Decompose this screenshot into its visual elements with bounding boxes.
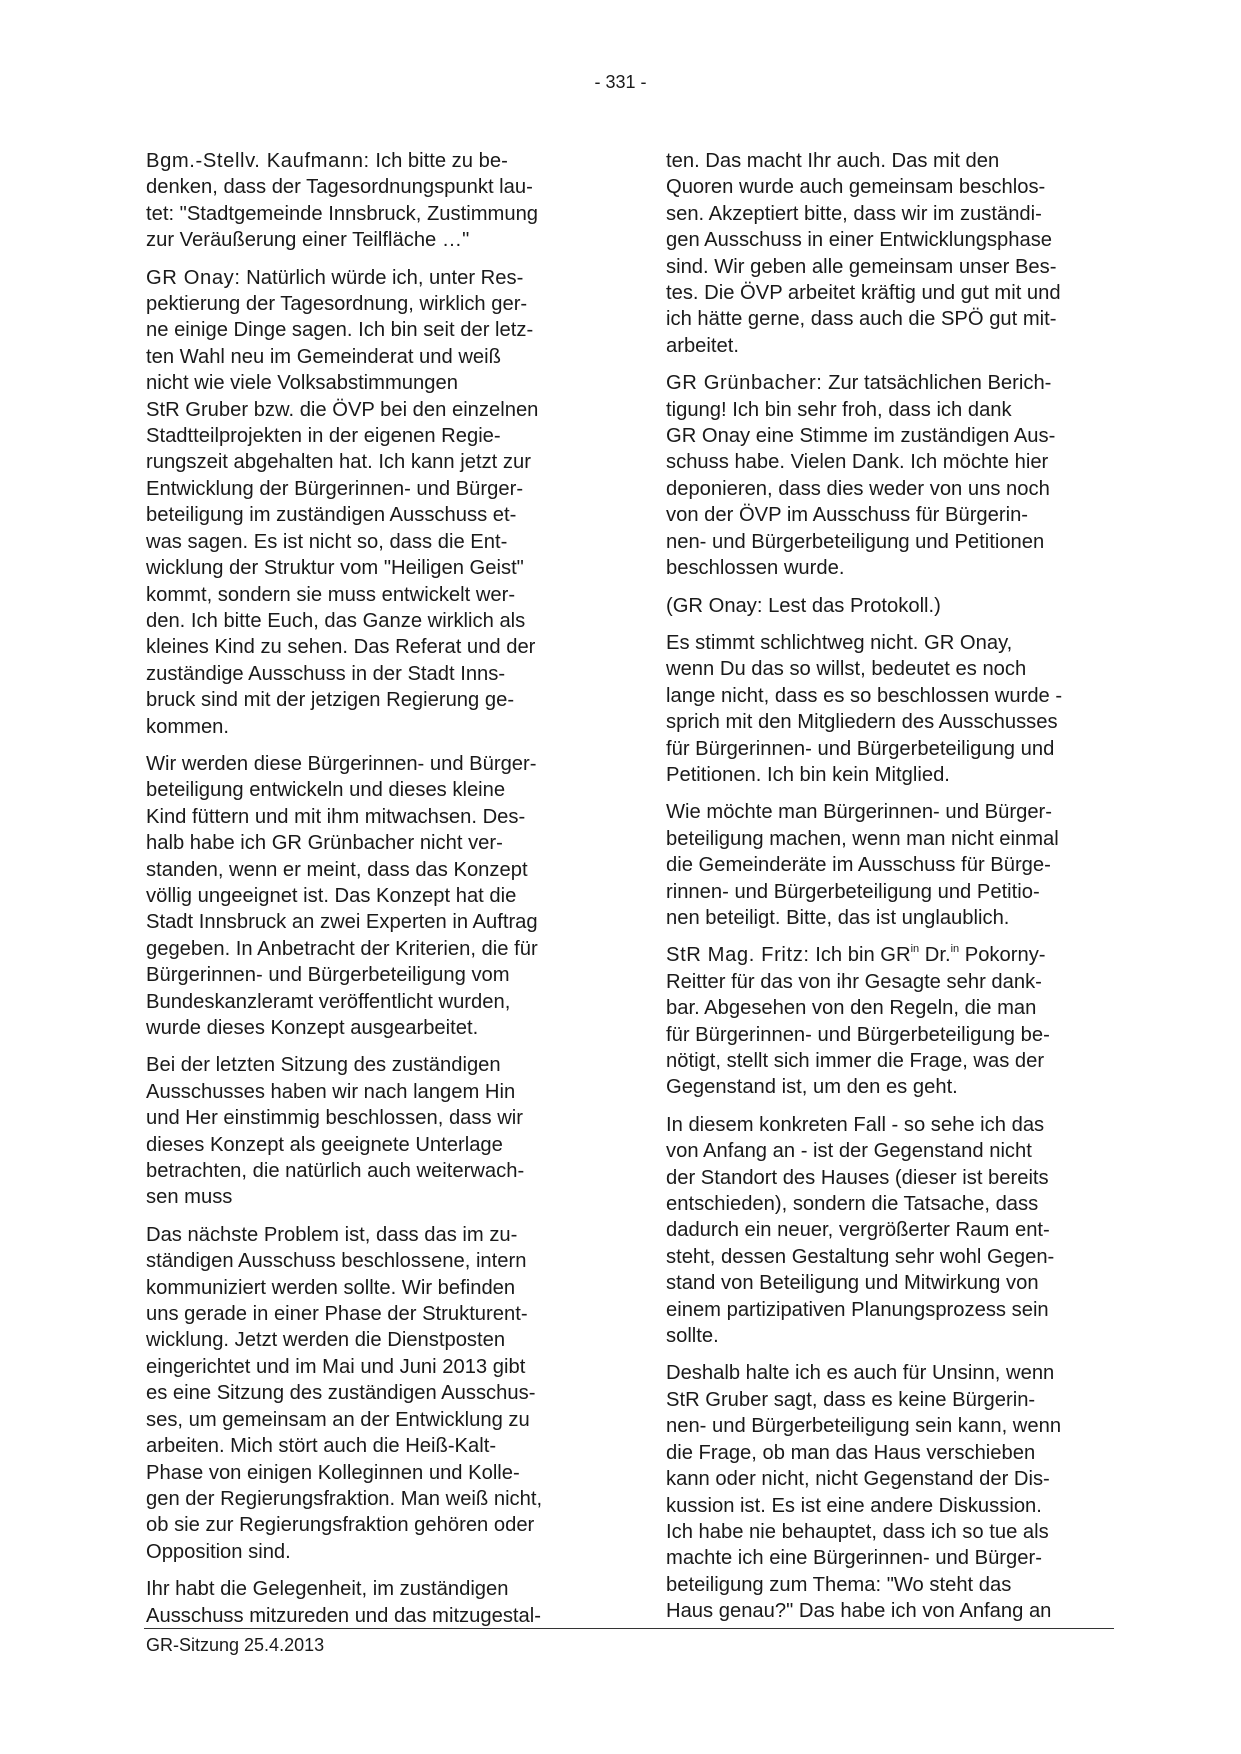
- page-number: - 331 -: [594, 72, 647, 92]
- paragraph: Es stimmt schlichtweg nicht. GR Onay, wenn Du das so willst, bedeutet es noch lange nicht, dass es so beschlossen wurde - sprich mit den Mitgliedern des Ausschusses für Bürgerinnen- und Bürgerbeteiligung und Petitionen. Ich bin kein Mitglied.: [666, 631, 1063, 786]
- paragraph-onay: GR Onay: Natürlich würde ich, unter Res- pektierung der Tagesordnung, wirklich ger- ne einige Dinge sagen. Ich bin seit der letz- ten Wahl neu im Gemeinderat und weiß nicht wie viele Volksabstimmungen StR Gruber bzw. die ÖVP bei den einzelnen Stadtteilprojekten in der eigenen Regie- rungszeit abgehalten hat. Ich kann jetzt zur Entwicklung der Bürgerinnen- und Bürger- beteiligung im zuständigen Ausschuss et- was sagen. Es ist nicht so, dass die Ent- wicklung der Struktur vom "Heiligen Geist" kommt, sondern sie muss entwickelt wer- den. Ich bitte Euch, das Ganze wirklich als kleines Kind zu sehen. Das Referat und der zuständige Ausschuss in der Stadt Inns- bruck sind mit der jetzigen Regierung ge- kommen.: [146, 266, 539, 738]
- paragraph-fritz: StR Mag. Fritz: Ich bin $GR^{in}$ Dr.$^{in}$ Pokorny- Reitter für das von ihr Gesagte sehr dank- bar. Abgesehen von den Regeln, die man für Bürgerinnen- und Bürgerbeteiligung be- nötigt, stellt sich immer die Frage, was der Gegenstand ist, um den es geht.: [666, 943, 1050, 1099]
- footer-text: GR-Sitzung 25.4.2013: [146, 1635, 325, 1655]
- paragraph-gruenbacher: GR Grünbacher: Zur tatsächlichen Berich- tigung! Ich bin sehr froh, dass ich dank GR Onay eine Stimme im zuständigen Aus- schuss habe. Vielen Dank. Ich möchte hier deponieren, dass dies weder von uns noch von der ÖVP im Ausschuss für Bürgerin- nen- und Bürgerbeteiligung und Petitionen beschlossen wurde.: [666, 372, 1056, 580]
- speaker-name: StR Mag. Fritz:: [666, 944, 810, 967]
- paragraph: Bei der letzten Sitzung des zuständigen Ausschusses haben wir nach langem Hin und Her einstimmig beschlossen, dass wir dieses Konzept als geeignete Unterlage betrachten, die natürlich auch weiterwach- sen muss: [146, 1054, 525, 1209]
- paragraph: Ihr habt die Gelegenheit, im zuständigen Ausschuss mitzureden und das mitzugestal-: [146, 1578, 541, 1627]
- paragraph: Wie möchte man Bürgerinnen- und Bürger- beteiligung machen, wenn man nicht einmal die Gemeinderäte im Ausschuss für Bürge- rinnen- und Bürgerbeteiligung und Petitio- nen beteiligt. Bitte, das ist unglaublich.: [666, 801, 1059, 929]
- speaker-name: Bgm.-Stellv. Kaufmann:: [146, 150, 370, 172]
- paragraph: Deshalb halte ich es auch für Unsinn, wenn StR Gruber sagt, dass es keine Bürgerin- nen- und Bürgerbeteiligung sein kann, wenn die Frage, ob man das Haus verschieben kann oder nicht, nicht Gegenstand der Dis- kussion ist. Es ist eine andere Diskussion. Ich habe nie behauptet, dass ich so tue als machte ich eine Bürgerinnen- und Bürger- beteiligung zum Thema: "Wo steht das Haus genau?" Das habe ich von Anfang an: [666, 1362, 1062, 1623]
- paragraph: ten. Das macht Ihr auch. Das mit den Quoren wurde auch gemeinsam beschlos- sen. Akzeptiert bitte, dass wir im zuständi- gen Ausschuss in einer Entwicklungsphase sind. Wir geben alle gemeinsam unser Bes- tes. Die ÖVP arbeitet kräftig und gut mit und ich hätte gerne, dass auch die SPÖ gut mit- arbeitet.: [666, 150, 1061, 357]
- footer-divider: [144, 1628, 1114, 1629]
- paragraph: In diesem konkreten Fall - so sehe ich das von Anfang an - ist der Gegenstand nicht der Standort des Hauses (dieser ist bereits entschieden), sondern die Tatsache, dass dadurch ein neuer, vergrößerter Raum ent- steht, dessen Gestaltung sehr wohl Gegen- stand von Beteiligung und Mitwirkung von einem partizipativen Planungsprozess sein sollte.: [666, 1113, 1055, 1348]
- superscript: in: [910, 943, 920, 956]
- left-column: [146, 148, 594, 1640]
- speaker-name: GR Grünbacher:: [666, 372, 823, 395]
- paragraph-kaufmann: Bgm.-Stellv. Kaufmann: Ich bitte zu be- denken, dass der Tagesordnungspunkt lau- tet: "Stadtgemeinde Innsbruck, Zustimmung zur Veräußerung einer Teilfläche …": [146, 150, 539, 252]
- paragraph: Das nächste Problem ist, dass das im zu- ständigen Ausschuss beschlossene, intern kommuniziert werden sollte. Wir befinden uns gerade in einer Phase der Strukturent- wicklung. Jetzt werden die Dienstposten eingerichtet und im Mai und Juni 2013 gibt es eine Sitzung des zuständigen Ausschus- ses, um gemeinsam an der Entwicklung zu arbeiten. Mich stört auch die Heiß-Kalt- Phase von einigen Kolleginnen und Kolle- gen der Regierungsfraktion. Man weiß nicht, ob sie zur Regierungsfraktion gehören oder Opposition sind.: [146, 1223, 543, 1563]
- right-column: [666, 148, 1114, 1636]
- interjection: (GR Onay: Lest das Protokoll.): [666, 594, 941, 617]
- paragraph: Wir werden diese Bürgerinnen- und Bürger- beteiligung entwickeln und dieses kleine Kind füttern und mit ihm mitwachsen. Des- halb habe ich GR Grünbacher nicht ver- standen, wenn er meint, dass das Konzept völlig ungeeignet ist. Das Konzept hat die Stadt Innsbruck an zwei Experten in Auftrag gegeben. In Anbetracht der Kriterien, die für Bürgerinnen- und Bürgerbeteiligung vom Bundeskanzleramt veröffentlicht wurden, wurde dieses Konzept ausgearbeitet.: [146, 752, 538, 1039]
- superscript: in: [950, 943, 960, 956]
- speaker-name: GR Onay:: [146, 266, 241, 289]
